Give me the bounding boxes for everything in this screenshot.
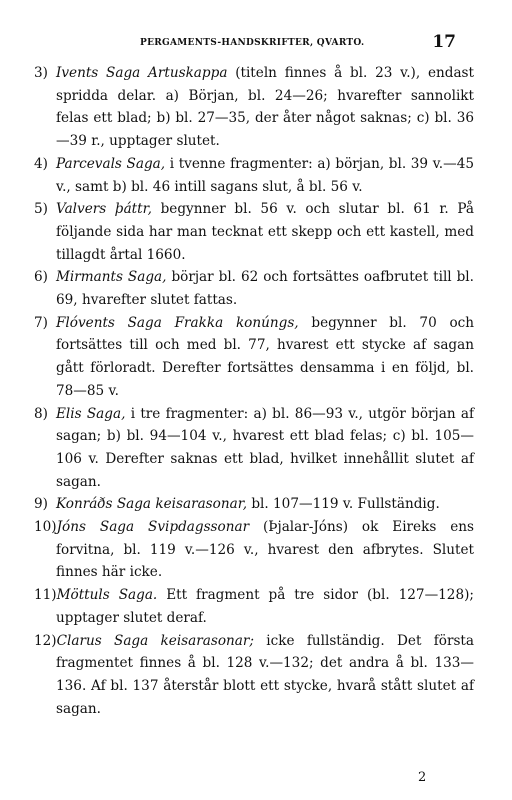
list-item — [34, 153, 474, 198]
list-item — [34, 198, 474, 266]
entry-title: Flóvents Saga Frakka konúngs, — [56, 314, 299, 331]
entry-number: 5) — [34, 201, 48, 218]
list-item — [34, 266, 474, 311]
entry-title: Konráðs Saga keisarasonar, — [56, 496, 248, 513]
entry-title: Elis Saga, — [56, 405, 126, 422]
entry-title: Mirmants Saga, — [56, 269, 167, 286]
entry-number: 10) — [34, 519, 57, 536]
list-item — [34, 62, 474, 153]
entry-text: bl. 107—119 v. Fullständig. — [247, 496, 440, 513]
list-item — [34, 312, 474, 403]
list-item — [34, 630, 474, 721]
list-item — [34, 516, 474, 584]
entry-text: i tre fragmenter: a) bl. 86—93 v., utgör början af sagan; b) bl. 94—104 v., hvarest ett blad felas; c) bl. 105—106 v. Derefter saknas ett blad, hvilket innehållit slutet af sagan. — [56, 405, 474, 490]
list-item — [34, 584, 474, 629]
entry-text: begynner bl. 70 och fortsättes till och med bl. 77, hvarest ett stycke af sagan gått förloradt. Derefter fortsättes densamma i en följd, bl. 78—85 v. — [56, 314, 475, 399]
entry-text: begynner bl. 56 v. och slutar bl. 61 r. På följande sida har man tecknat ett skepp och ett kastell, med tillagdt årtal 1660. — [56, 201, 474, 263]
entry-number: 12) — [34, 632, 57, 649]
header-title: PERGAMENTS-HANDSKRIFTER, QVARTO. — [140, 38, 365, 48]
running-head — [0, 34, 512, 54]
entry-title: Jóns Saga Svipdagssonar — [56, 519, 250, 536]
entry-title: Möttuls Saga. — [56, 587, 158, 604]
list-item — [34, 403, 474, 494]
entry-number: 9) — [34, 496, 48, 513]
entry-number: 3) — [34, 65, 48, 81]
entry-text: (Þjalar-Jóns) ok Eireks ens forvitna, bl. 119 v.—126 v., hvarest den afbrytes. Slutet finnes här icke. — [56, 519, 474, 581]
entry-number: 4) — [34, 155, 48, 172]
manuscript-list — [34, 62, 474, 720]
entry-text: Ett fragment på tre sidor (bl. 127—128); upptager slutet deraf. — [56, 587, 474, 626]
entry-number: 7) — [34, 314, 48, 331]
entry-title: Clarus Saga keisarasonar; — [56, 632, 254, 649]
entry-text: icke fullständig. Det första fragmentet finnes å bl. 128 v.—132; det andra å bl. 133—136. Af bl. 137 återstår blott ett stycke, hvarå stått slutet af sagan. — [56, 632, 475, 717]
entry-number: 6) — [34, 269, 48, 286]
entry-text: (titeln finnes å bl. 23 v.), endast spridda delar. a) Början, bl. 24—26; hvarefter sannolikt felas ett blad; b) bl. 27—35, der åter något saknas; c) bl. 36—39 r., upptager slutet. — [56, 65, 474, 150]
entry-title: Valvers þáttr, — [56, 201, 152, 218]
entry-title: Parcevals Saga, — [56, 155, 166, 172]
entry-title: Ivents Saga Artuskappa — [56, 65, 228, 81]
signature-mark: 2 — [418, 770, 427, 785]
entry-number: 11) — [34, 587, 57, 604]
list-item — [34, 493, 474, 516]
entry-text: börjar bl. 62 och fortsättes oafbrutet till bl. 69, hvarefter slutet fattas. — [56, 269, 474, 309]
entry-text: i tvenne fragmenter: a) början, bl. 39 v.—45 v., samt b) bl. 46 intill sagans slut, å bl. 56 v. — [56, 155, 474, 195]
page-number: 17 — [432, 32, 456, 52]
entry-number: 8) — [34, 405, 48, 422]
